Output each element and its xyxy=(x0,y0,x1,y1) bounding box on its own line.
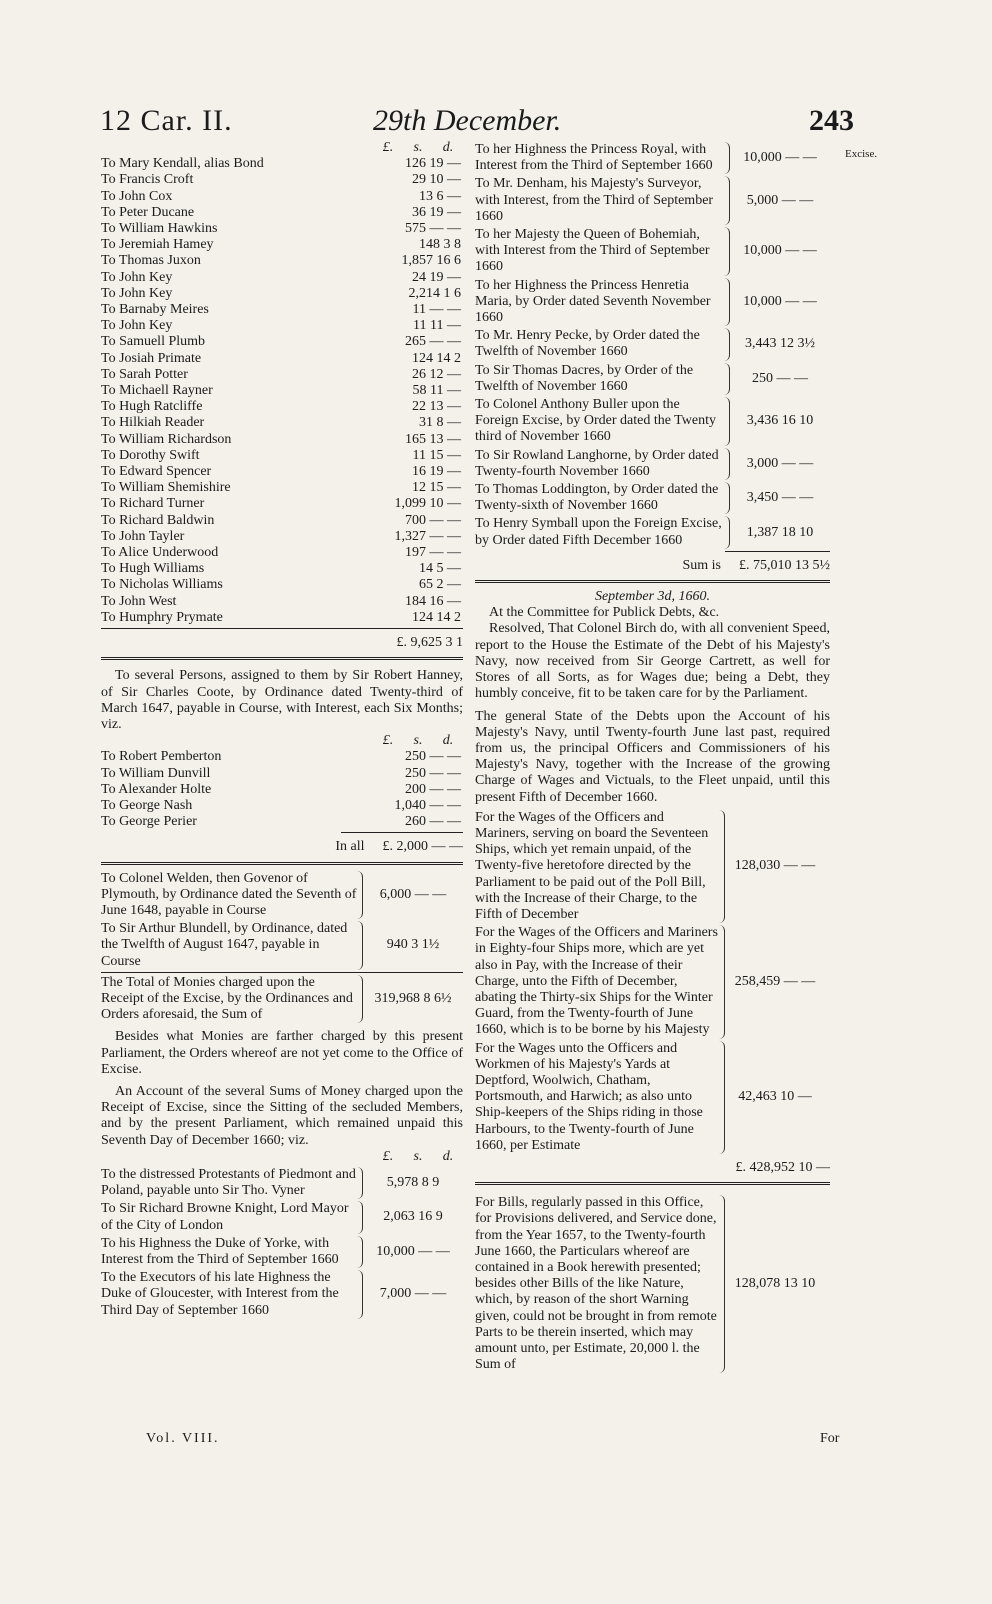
committee-line: At the Committee for Publick Debts, &c. xyxy=(489,605,720,621)
account-entry xyxy=(475,516,830,548)
payee-amount: 165 13 — xyxy=(405,431,461,447)
entry-text: To her Highness the Princess Royal, with Interest from the Third of September 1660 xyxy=(475,142,730,174)
payee-row xyxy=(101,513,463,529)
running-head-left: 12 Car. II. xyxy=(100,104,233,137)
entry-amount: 7,000 — — xyxy=(379,1286,447,1302)
blundell-entry: To Sir Arthur Blundell, by Ordinance, dated the Twelfth of August 1647, payable in Course 940 3 1½ xyxy=(101,921,440,969)
entry-text: To Mr. Denham, his Majesty's Surveyor, with Interest, from the Third of September 1660 xyxy=(475,176,730,225)
account-entry xyxy=(475,810,830,923)
payee-name: To Michaell Rayner xyxy=(101,383,213,399)
persons-paragraph: To several Persons, assigned to them by Sir Robert Hanney, of Sir Charles Coote, by Ordinance dated Twenty-third of March 1647, payable in Course, with Interest, each Six Months; viz. xyxy=(101,668,463,732)
payee-amount: 14 5 — xyxy=(419,561,461,577)
payee-row xyxy=(101,798,463,814)
account-entry xyxy=(475,328,830,360)
account-entry xyxy=(101,1201,463,1233)
payee-row xyxy=(101,351,463,367)
divider xyxy=(101,628,463,629)
divider xyxy=(341,832,463,833)
payee-row xyxy=(101,561,463,577)
entry-text: To Colonel Anthony Buller upon the Foreign Excise, by Order dated the Twenty third of November 1660 xyxy=(475,397,730,446)
payee-row xyxy=(101,448,463,464)
entry-amount: 42,463 10 — xyxy=(738,1089,812,1105)
entry-amount: 258,459 — — xyxy=(734,973,816,989)
payee-row xyxy=(101,782,463,798)
account-entry xyxy=(475,448,830,480)
entry-text: To Henry Symball upon the Foreign Excise, by Order dated Fifth December 1660 xyxy=(475,516,730,548)
divider xyxy=(475,580,830,583)
payee-name: To Alice Underwood xyxy=(101,545,219,561)
payee-name: To William Shemishire xyxy=(101,480,231,496)
account-entry xyxy=(475,925,830,1038)
payee-amount: 124 14 2 xyxy=(412,609,461,625)
volume-signature: Vol. VIII. xyxy=(146,1431,220,1446)
entry-amount: 5,978 8 9 xyxy=(386,1175,440,1191)
payee-amount: 1,040 — — xyxy=(394,797,461,813)
payee-name: To Richard Baldwin xyxy=(101,512,215,528)
entry-text: For the Wages of the Officers and Mariners in Eighty-four Ships more, which are yet also in Pay, with the Increase of their Charge, unto the Fifth of December, abating the Thirty-six Ships for the Winter Guard, from the Twenty-fourth of June 1660, which is to be borne by his Majesty xyxy=(475,925,725,1038)
payee-row xyxy=(101,270,463,286)
payee-amount: 29 10 — xyxy=(412,172,461,188)
payee-name: To Robert Pemberton xyxy=(101,749,222,765)
excise-total-entry: The Total of Monies charged upon the Receipt of the Excise, by the Ordinances and Orders aforesaid, the Sum of 319,968 8 6½ xyxy=(101,974,452,1023)
divider xyxy=(101,972,463,973)
navy-entries xyxy=(475,810,830,1154)
payee-amount: 1,857 16 6 xyxy=(401,253,461,269)
entry-amount: 10,000 — — xyxy=(743,243,817,259)
payee-list-1 xyxy=(101,156,463,626)
payee-name: To Dorothy Swift xyxy=(101,447,200,463)
money-heads: £. s. d. xyxy=(382,1148,454,1164)
entry-amount: 5,000 — — xyxy=(746,192,814,208)
payee-amount: 124 14 2 xyxy=(412,350,461,366)
payee-amount: 200 — — xyxy=(405,781,461,797)
divider xyxy=(725,551,830,552)
payee-row xyxy=(101,399,463,415)
payee-name: To John Key xyxy=(101,318,173,334)
entry-text: For the Wages of the Officers and Mariners, serving on board the Seventeen Ships, which yet remain unpaid, of the Twenty-five heretofore directed by the Parliament to be paid out of the Poll Bill, with the Increase of their Charge, to the Fifth of December xyxy=(475,810,725,923)
payee-row xyxy=(101,496,463,512)
account-entry xyxy=(475,363,830,395)
payee-amount: 31 8 — xyxy=(419,415,461,431)
payee-name: To Hugh Williams xyxy=(101,561,205,577)
payee-amount: 184 16 — xyxy=(405,593,461,609)
payee-name: To George Perier xyxy=(101,814,197,830)
entry-amount: 3,000 — — xyxy=(746,455,814,471)
right-sum: Sum is £. 75,010 13 5½ xyxy=(682,557,830,573)
payee-row xyxy=(101,814,463,830)
payee-name: To William Hawkins xyxy=(101,221,218,237)
payee-amount: 12 15 — xyxy=(412,480,461,496)
payee-row xyxy=(101,156,463,172)
payee-name: To Richard Turner xyxy=(101,496,205,512)
entry-text: To the Executors of his late Highness the Duke of Gloucester, with Interest from the Third Day of September 1660 xyxy=(101,1270,363,1319)
payee-row xyxy=(101,253,463,269)
payee-row xyxy=(101,237,463,253)
payee-name: To William Dunvill xyxy=(101,765,211,781)
entry-amount: 3,436 16 10 xyxy=(746,413,814,429)
entry-text: To his Highness the Duke of Yorke, with Interest from the Third of September 1660 xyxy=(101,1236,363,1268)
entry-amount: 2,063 16 9 xyxy=(383,1209,443,1225)
payee-row xyxy=(101,610,463,626)
bills-entry: For Bills, regularly passed in this Office, for Provisions delivered, and Service done, from the Year 1657, to the Twenty-fourth June 1660, the Particulars whereof are contained in a Book herewith presented; besides other Bills of the like Nature, which, by reason of the short Warning given, could not be brought in from remote Parts to be therein inserted, which may amount unto, per Estimate, 20,000 l. the Sum of 128,078 13 10 xyxy=(475,1195,816,1373)
payee-amount: 1,099 10 — xyxy=(394,496,461,512)
payee-row xyxy=(101,221,463,237)
payee-amount: 22 13 — xyxy=(412,399,461,415)
divider xyxy=(101,657,463,660)
payee-name: To Jeremiah Hamey xyxy=(101,237,214,253)
payee-row xyxy=(101,172,463,188)
payee-amount: 197 — — xyxy=(405,545,461,561)
payee-amount: 11 11 — xyxy=(413,318,461,334)
general-state-paragraph: The general State of the Debts upon the Account of his Majesty's Navy, until Twenty-fourth June last past, required from us, the principal Officers and Commissioners of his Majesty's Navy, together with the Increase of the growing Charge of Wages and Victuals, to the Fleet unpaid, until this present Fifth of December 1660. xyxy=(475,708,830,805)
payee-name: To William Richardson xyxy=(101,431,232,447)
entry-amount: 1,387 18 10 xyxy=(746,524,814,540)
payee-amount: 26 12 — xyxy=(412,366,461,382)
payee-amount: 250 — — xyxy=(405,749,461,765)
payee-amount: 260 — — xyxy=(405,814,461,830)
account-entry xyxy=(475,176,830,225)
entry-text: To Thomas Loddington, by Order dated the Twenty-sixth of November 1660 xyxy=(475,482,730,514)
right-column xyxy=(475,140,830,1375)
payee-row xyxy=(101,432,463,448)
payee-row xyxy=(101,334,463,350)
payee-name: To Mary Kendall, alias Bond xyxy=(101,156,264,172)
payee-row xyxy=(101,766,463,782)
margin-note: Excise. xyxy=(845,148,878,160)
payee-list-2 xyxy=(101,749,463,830)
entry-text: To Sir Richard Browne Knight, Lord Mayor of the City of London xyxy=(101,1201,363,1233)
payee-name: To George Nash xyxy=(101,797,193,813)
payee-row xyxy=(101,415,463,431)
payee-row xyxy=(101,383,463,399)
payee-amount: 65 2 — xyxy=(419,577,461,593)
payee-row xyxy=(101,749,463,765)
account-entries-right xyxy=(475,142,830,549)
account-entry xyxy=(475,142,830,174)
account-entry xyxy=(101,1270,463,1319)
list2-total: In all £. 2,000 — — xyxy=(335,839,463,855)
payee-name: To Sarah Potter xyxy=(101,366,188,382)
payee-amount: 575 — — xyxy=(405,221,461,237)
payee-amount: 58 11 — xyxy=(412,383,461,399)
catchword: For xyxy=(820,1431,840,1446)
entry-amount: 10,000 — — xyxy=(743,150,817,166)
account-entries-left xyxy=(101,1167,463,1319)
payee-row xyxy=(101,480,463,496)
payee-name: To Hilkiah Reader xyxy=(101,415,205,431)
payee-name: To John West xyxy=(101,593,177,609)
entry-amount: 3,443 12 3½ xyxy=(745,336,815,352)
divider xyxy=(475,1182,830,1185)
payee-row xyxy=(101,545,463,561)
date-heading: September 3d, 1660. xyxy=(594,589,711,605)
payee-row xyxy=(101,302,463,318)
payee-name: To John Tayler xyxy=(101,528,185,544)
account-entry xyxy=(475,1041,830,1154)
payee-row xyxy=(101,205,463,221)
payee-name: To Hugh Ratcliffe xyxy=(101,399,203,415)
payee-name: To Peter Ducane xyxy=(101,204,195,220)
payee-amount: 2,214 1 6 xyxy=(408,285,461,301)
entry-text: For the Wages unto the Officers and Workmen of his Majesty's Yards at Deptford, Woolwich, Chatham, Portsmouth, and Harwich; as also unto Ship-keepers of the Ships riding in those Harbours, to the Twenty-fourth of June 1660, per Estimate xyxy=(475,1041,725,1154)
entry-amount: 128,030 — — xyxy=(734,858,816,874)
payee-name: To Francis Croft xyxy=(101,172,194,188)
payee-amount: 24 19 — xyxy=(412,269,461,285)
payee-name: To John Key xyxy=(101,269,173,285)
divider xyxy=(101,862,463,865)
money-heads: £. s. d. xyxy=(382,733,454,749)
account-entry xyxy=(475,482,830,514)
payee-name: To John Key xyxy=(101,285,173,301)
entry-text: To her Highness the Princess Henretia Maria, by Order dated Seventh November 1660 xyxy=(475,278,730,327)
payee-amount: 13 6 — xyxy=(419,188,461,204)
payee-amount: 36 19 — xyxy=(412,204,461,220)
account-entry xyxy=(475,278,830,327)
entry-amount: 250 — — xyxy=(752,370,808,386)
payee-name: To Edward Spencer xyxy=(101,464,212,480)
payee-name: To Alexander Holte xyxy=(101,781,212,797)
payee-amount: 148 3 8 xyxy=(419,237,461,253)
payee-name: To Humphry Prymate xyxy=(101,609,223,625)
payee-row xyxy=(101,367,463,383)
list1-total: £. 9,625 3 1 xyxy=(396,635,463,651)
payee-row xyxy=(101,286,463,302)
payee-name: To Nicholas Williams xyxy=(101,577,223,593)
payee-name: To Thomas Juxon xyxy=(101,253,201,269)
payee-amount: 126 19 — xyxy=(405,156,461,172)
account-entry xyxy=(101,1236,463,1268)
page-number: 243 xyxy=(809,104,854,137)
payee-row xyxy=(101,464,463,480)
payee-amount: 700 — — xyxy=(405,512,461,528)
account-entry xyxy=(101,1167,463,1199)
payee-row xyxy=(101,577,463,593)
payee-amount: 265 — — xyxy=(405,334,461,350)
payee-amount: 250 — — xyxy=(405,765,461,781)
payee-amount: 11 — — xyxy=(412,302,461,318)
payee-name: To Barnaby Meires xyxy=(101,302,209,318)
payee-name: To Samuell Plumb xyxy=(101,334,206,350)
besides-paragraph: Besides what Monies are farther charged by this present Parliament, the Orders whereof are not yet come to the Office of Excise. xyxy=(101,1029,463,1077)
entry-text: To the distressed Protestants of Piedmont and Poland, payable unto Sir Tho. Vyner xyxy=(101,1167,363,1199)
account-entry xyxy=(475,227,830,276)
welden-entry: To Colonel Welden, then Govenor of Plymouth, by Ordinance dated the Seventh of June 1648, payable in Course 6,000 — — xyxy=(101,870,447,918)
payee-row xyxy=(101,318,463,334)
payee-amount: 1,327 — — xyxy=(394,528,461,544)
account-entry xyxy=(475,397,830,446)
account-paragraph: An Account of the several Sums of Money charged upon the Receipt of Excise, since the Sitting of the secluded Members, and by the present Parliament, which remained unpaid this Seventh Day of December 1660; viz. xyxy=(101,1083,463,1148)
payee-name: To Josiah Primate xyxy=(101,350,202,366)
entry-text: To Sir Rowland Langhorne, by Order dated Twenty-fourth November 1660 xyxy=(475,448,730,480)
entry-text: To her Majesty the Queen of Bohemiah, with Interest from the Third of September 1660 xyxy=(475,227,730,276)
payee-name: To John Cox xyxy=(101,188,173,204)
payee-amount: 11 15 — xyxy=(412,447,461,463)
entry-amount: 10,000 — — xyxy=(376,1243,450,1259)
payee-amount: 16 19 — xyxy=(412,464,461,480)
entry-amount: 3,450 — — xyxy=(746,490,814,506)
money-heads: £. s. d. xyxy=(382,140,454,155)
running-head-date: 29th December. xyxy=(373,104,562,137)
left-column xyxy=(101,140,463,1321)
payee-row xyxy=(101,594,463,610)
entry-text: To Sir Thomas Dacres, by Order of the Twelfth of November 1660 xyxy=(475,363,730,395)
resolved-paragraph: Resolved, That Colonel Birch do, with all convenient Speed, report to the House the Estimate of the Debt of his Majesty's Navy, now received from Sir George Cartrett, as well for Stores of all Sorts, as for Wages due; being a Debt, they humbly conceive, fit to be taken care for by the Parliament. xyxy=(475,621,830,702)
navy-total: £. 428,952 10 — xyxy=(735,1159,830,1175)
entry-amount: 10,000 — — xyxy=(743,293,817,309)
payee-row xyxy=(101,189,463,205)
entry-text: To Mr. Henry Pecke, by Order dated the Twelfth of November 1660 xyxy=(475,328,730,360)
payee-row xyxy=(101,529,463,545)
